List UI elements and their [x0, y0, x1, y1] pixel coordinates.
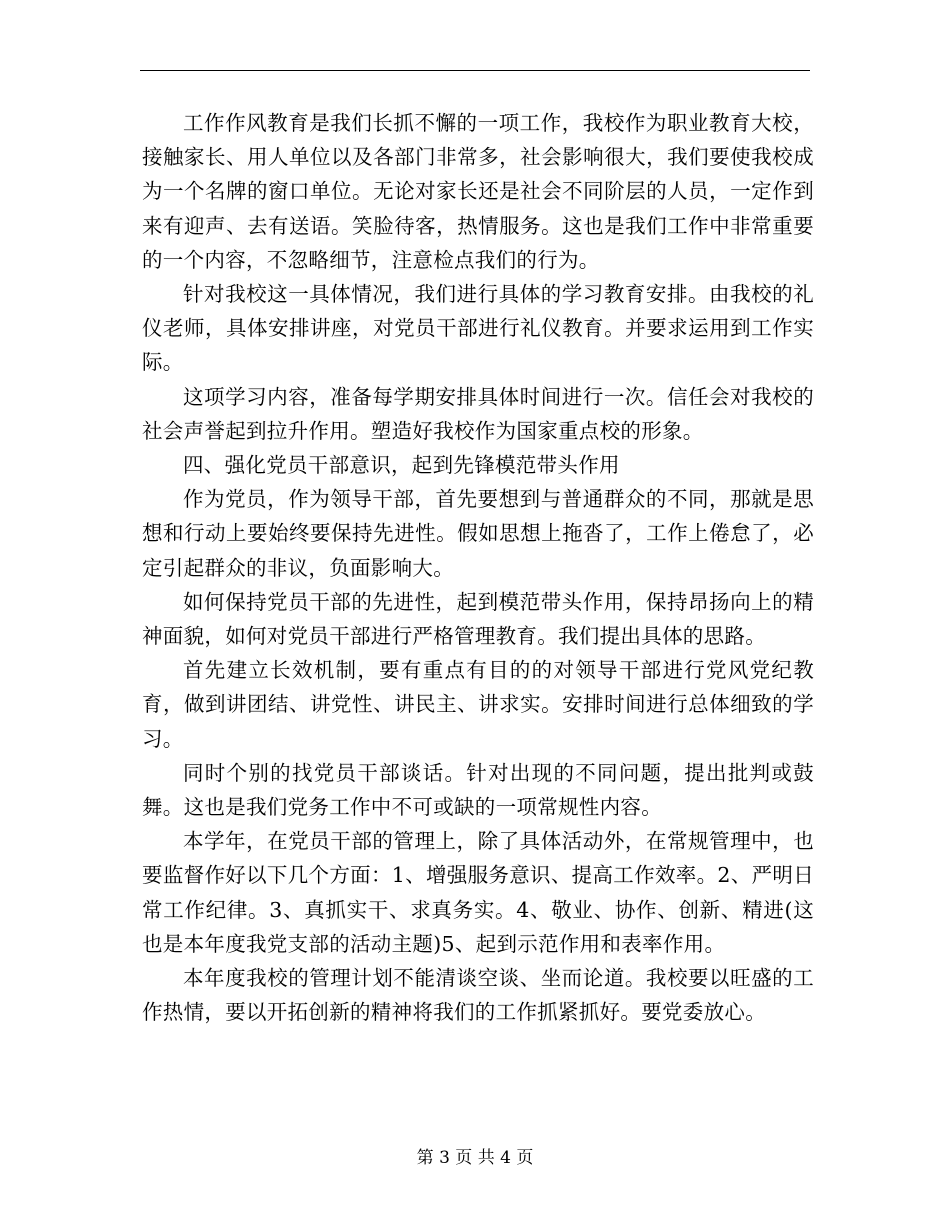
header-rule	[140, 70, 810, 71]
paragraph: 针对我校这一具体情况，我们进行具体的学习教育安排。由我校的礼仪老师，具体安排讲座，对党员干部进行礼仪教育。并要求运用到工作实际。	[142, 282, 814, 375]
paragraph: 本学年，在党员干部的管理上，除了具体活动外，在常规管理中，也要监督作好以下几个方面：1、增强服务意识、提高工作效率。2、严明日常工作纪律。3、真抓实干、求真务实。4、敬业、协作、创新、精进(这也是本年度我党支部的活动主题)5、起到示范作用和表率作用。	[142, 829, 814, 956]
document-body	[142, 106, 814, 1029]
paragraph: 如何保持党员干部的先进性，起到模范带头作用，保持昂扬向上的精神面貌，如何对党员干部进行严格管理教育。我们提出具体的思路。	[142, 589, 814, 649]
section-heading: 四、强化党员干部意识，起到先锋模范带头作用	[183, 453, 620, 478]
page-number-footer: 第 3 页 共 4 页	[416, 1148, 534, 1168]
paragraph: 这项学习内容，准备每学期安排具体时间进行一次。信任会对我校的社会声誉起到拉升作用。塑造好我校作为国家重点校的形象。	[142, 384, 814, 443]
paragraph: 同时个别的找党员干部谈话。针对出现的不同问题，提出批判或鼓舞。这也是我们党务工作中不可或缺的一项常规性内容。	[142, 760, 814, 820]
paragraph: 本年度我校的管理计划不能清谈空谈、坐而论道。我校要以旺盛的工作热情，要以开拓创新的精神将我们的工作抓紧抓好。要党委放心。	[142, 966, 814, 1025]
paragraph: 首先建立长效机制，要有重点有目的的对领导干部进行党风党纪教育，做到讲团结、讲党性、讲民主、讲求实。安排时间进行总体细致的学习。	[142, 658, 814, 751]
paragraph: 工作作风教育是我们长抓不懈的一项工作，我校作为职业教育大校，接触家长、用人单位以及各部门非常多，社会影响很大，我们要使我校成为一个名牌的窗口单位。无论对家长还是社会不同阶层的人员，一定作到来有迎声、去有送语。笑脸待客，热情服务。这也是我们工作中非常重要的一个内容，不忽略细节，注意检点我们的行为。	[142, 111, 814, 272]
paragraph: 作为党员，作为领导干部，首先要想到与普通群众的不同，那就是思想和行动上要始终要保持先进性。假如思想上拖沓了，工作上倦怠了，必定引起群众的非议，负面影响大。	[142, 487, 814, 580]
